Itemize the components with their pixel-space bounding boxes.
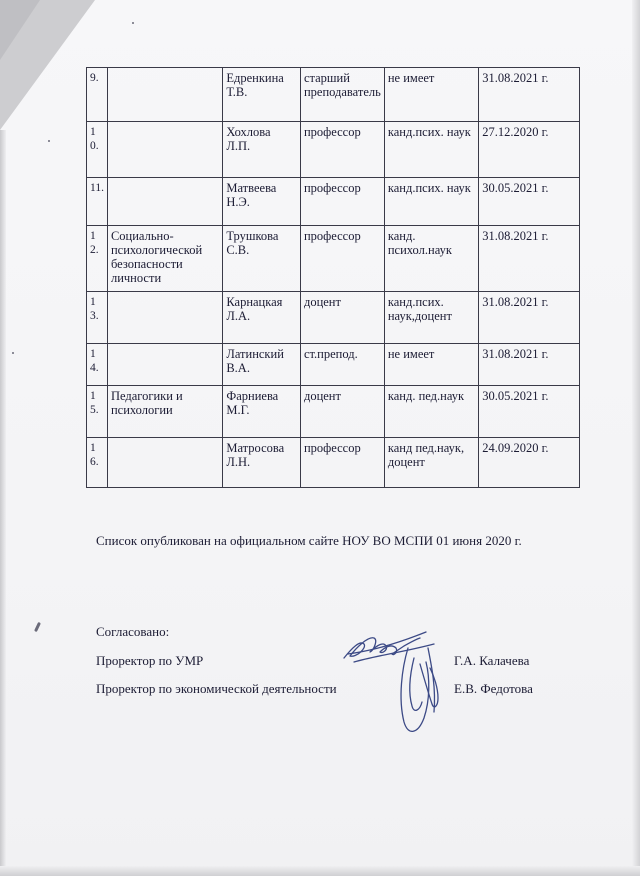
degree-cell: канд.псих. наук bbox=[384, 122, 478, 178]
degree-cell: не имеет bbox=[384, 68, 478, 122]
signer-title: Проректор по экономической деятельности bbox=[96, 681, 337, 696]
row-number-cell: 10. bbox=[87, 122, 108, 178]
row-number-cell: 15. bbox=[87, 386, 108, 438]
scan-speck bbox=[12, 352, 14, 354]
signer-name: Г.А. Калачева bbox=[454, 653, 530, 668]
department-cell: Социально-психологической безопасности личности bbox=[107, 226, 222, 292]
row-number-cell: 11. bbox=[87, 178, 108, 226]
scan-speck bbox=[132, 22, 134, 24]
table-row bbox=[87, 344, 580, 386]
table-row bbox=[87, 386, 580, 438]
table-row bbox=[87, 178, 580, 226]
page-edge-right bbox=[632, 0, 640, 876]
staff-table bbox=[86, 67, 580, 488]
row-number-cell: 13. bbox=[87, 292, 108, 344]
date-cell: 30.05.2021 г. bbox=[479, 178, 580, 226]
table-row bbox=[87, 292, 580, 344]
department-cell bbox=[107, 438, 222, 488]
department-cell bbox=[107, 68, 222, 122]
degree-cell: канд.псих. наук,доцент bbox=[384, 292, 478, 344]
date-cell: 31.08.2021 г. bbox=[479, 68, 580, 122]
position-cell: профессор bbox=[300, 178, 384, 226]
position-cell: старший преподаватель bbox=[300, 68, 384, 122]
date-cell: 31.08.2021 г. bbox=[479, 292, 580, 344]
handwritten-signature bbox=[334, 618, 452, 738]
name-cell: Хохлова Л.П. bbox=[223, 122, 301, 178]
position-cell: доцент bbox=[300, 292, 384, 344]
department-cell bbox=[107, 178, 222, 226]
date-cell: 27.12.2020 г. bbox=[479, 122, 580, 178]
date-cell: 31.08.2021 г. bbox=[479, 226, 580, 292]
page-edge-left bbox=[0, 130, 6, 876]
table-row bbox=[87, 68, 580, 122]
publication-note: Список опубликован на официальном сайте НОУ ВО МСПИ 01 июня 2020 г. bbox=[96, 533, 522, 548]
degree-cell: не имеет bbox=[384, 344, 478, 386]
row-number-cell: 12. bbox=[87, 226, 108, 292]
department-cell: Педагогики и психологии bbox=[107, 386, 222, 438]
degree-cell: канд. психол.наук bbox=[384, 226, 478, 292]
date-cell: 31.08.2021 г. bbox=[479, 344, 580, 386]
name-cell: Карнацкая Л.А. bbox=[223, 292, 301, 344]
row-number-cell: 16. bbox=[87, 438, 108, 488]
department-cell bbox=[107, 344, 222, 386]
agreed-label: Согласовано: bbox=[96, 624, 170, 639]
name-cell: Латинский В.А. bbox=[223, 344, 301, 386]
department-cell bbox=[107, 122, 222, 178]
name-cell: Фарниева М.Г. bbox=[223, 386, 301, 438]
position-cell: профессор bbox=[300, 226, 384, 292]
staff-table-body bbox=[87, 68, 580, 488]
position-cell: профессор bbox=[300, 438, 384, 488]
date-cell: 30.05.2021 г. bbox=[479, 386, 580, 438]
table-row bbox=[87, 122, 580, 178]
position-cell: доцент bbox=[300, 386, 384, 438]
degree-cell: канд пед.наук, доцент bbox=[384, 438, 478, 488]
name-cell: Матросова Л.Н. bbox=[223, 438, 301, 488]
scan-speck bbox=[34, 622, 41, 632]
degree-cell: канд.псих. наук bbox=[384, 178, 478, 226]
date-cell: 24.09.2020 г. bbox=[479, 438, 580, 488]
degree-cell: канд. пед.наук bbox=[384, 386, 478, 438]
folded-corner-shadow bbox=[0, 0, 40, 60]
table-row bbox=[87, 226, 580, 292]
signer-name: Е.В. Федотова bbox=[454, 681, 533, 696]
position-cell: профессор bbox=[300, 122, 384, 178]
name-cell: Едренкина Т.В. bbox=[223, 68, 301, 122]
page-edge-bottom bbox=[0, 866, 640, 876]
department-cell bbox=[107, 292, 222, 344]
name-cell: Трушкова С.В. bbox=[223, 226, 301, 292]
scan-speck bbox=[48, 140, 50, 142]
position-cell: ст.препод. bbox=[300, 344, 384, 386]
row-number-cell: 9. bbox=[87, 68, 108, 122]
table-row bbox=[87, 438, 580, 488]
name-cell: Матвеева Н.Э. bbox=[223, 178, 301, 226]
signer-title: Проректор по УМР bbox=[96, 653, 204, 668]
row-number-cell: 14. bbox=[87, 344, 108, 386]
